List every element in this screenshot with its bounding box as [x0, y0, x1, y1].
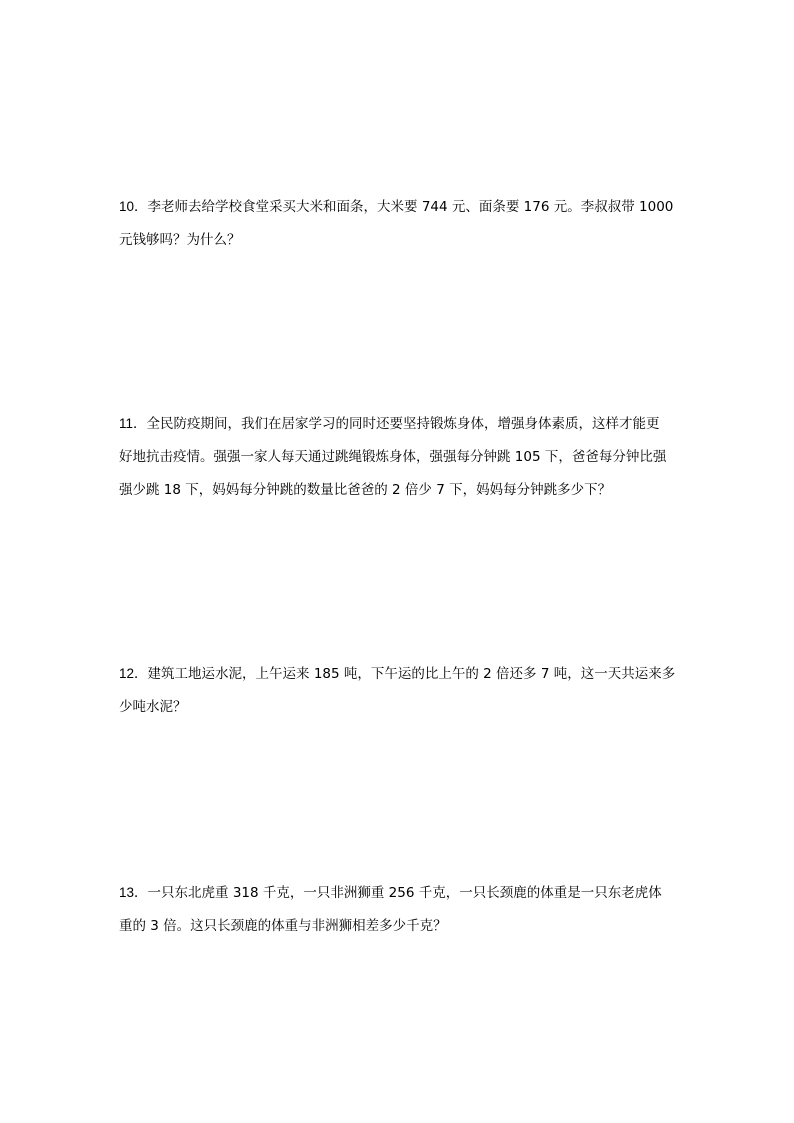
problem-12: [119, 657, 679, 724]
problem-10-line-1: [119, 190, 679, 224]
problem-13: [119, 876, 679, 943]
problem-11-text-line-1: 全民防疫期间，我们在居家学习的同时还要坚持锻炼身体，增强身体素质，这样才能更: [146, 416, 660, 432]
problem-12-line-1: [119, 657, 679, 691]
problem-10-number: 10．: [119, 199, 148, 214]
problem-12-text-line-2: 少吨水泥？: [119, 699, 187, 715]
problem-13-text-line-1: 一只东北虎重 318 千克，一只非洲狮重 256 千克，一只长颈鹿的体重是一只东老虎体: [147, 885, 662, 901]
problem-13-text-line-2: 重的 3 倍。这只长颈鹿的体重与非洲狮相差多少千克？: [119, 918, 447, 934]
problem-10: [119, 190, 679, 257]
problem-11-text-line-2: 好地抗击疫情。强强一家人每天通过跳绳锻炼身体，强强每分钟跳 105 下，爸爸每分钟比强: [119, 449, 667, 465]
problem-11-line-1: [119, 407, 679, 441]
problem-11: [119, 407, 679, 507]
problem-13-number: 13．: [119, 885, 148, 900]
problem-10-text-line-1: 李老师去给学校食堂采买大米和面条，大米要 744 元、面条要 176 元。李叔叔带 1000: [147, 199, 674, 215]
problem-12-number: 12．: [119, 666, 148, 681]
problem-11-number: 11．: [119, 416, 147, 431]
problem-10-text-line-2: 元钱够吗？为什么？: [119, 232, 241, 248]
problem-11-text-line-3: 强少跳 18 下，妈妈每分钟跳的数量比爸爸的 2 倍少 7 下，妈妈每分钟跳多少下？: [119, 482, 612, 498]
problem-13-line-1: [119, 876, 679, 910]
problem-12-text-line-1: 建筑工地运水泥，上午运来 185 吨，下午运的比上午的 2 倍还多 7 吨，这一天共运来多: [147, 666, 676, 682]
